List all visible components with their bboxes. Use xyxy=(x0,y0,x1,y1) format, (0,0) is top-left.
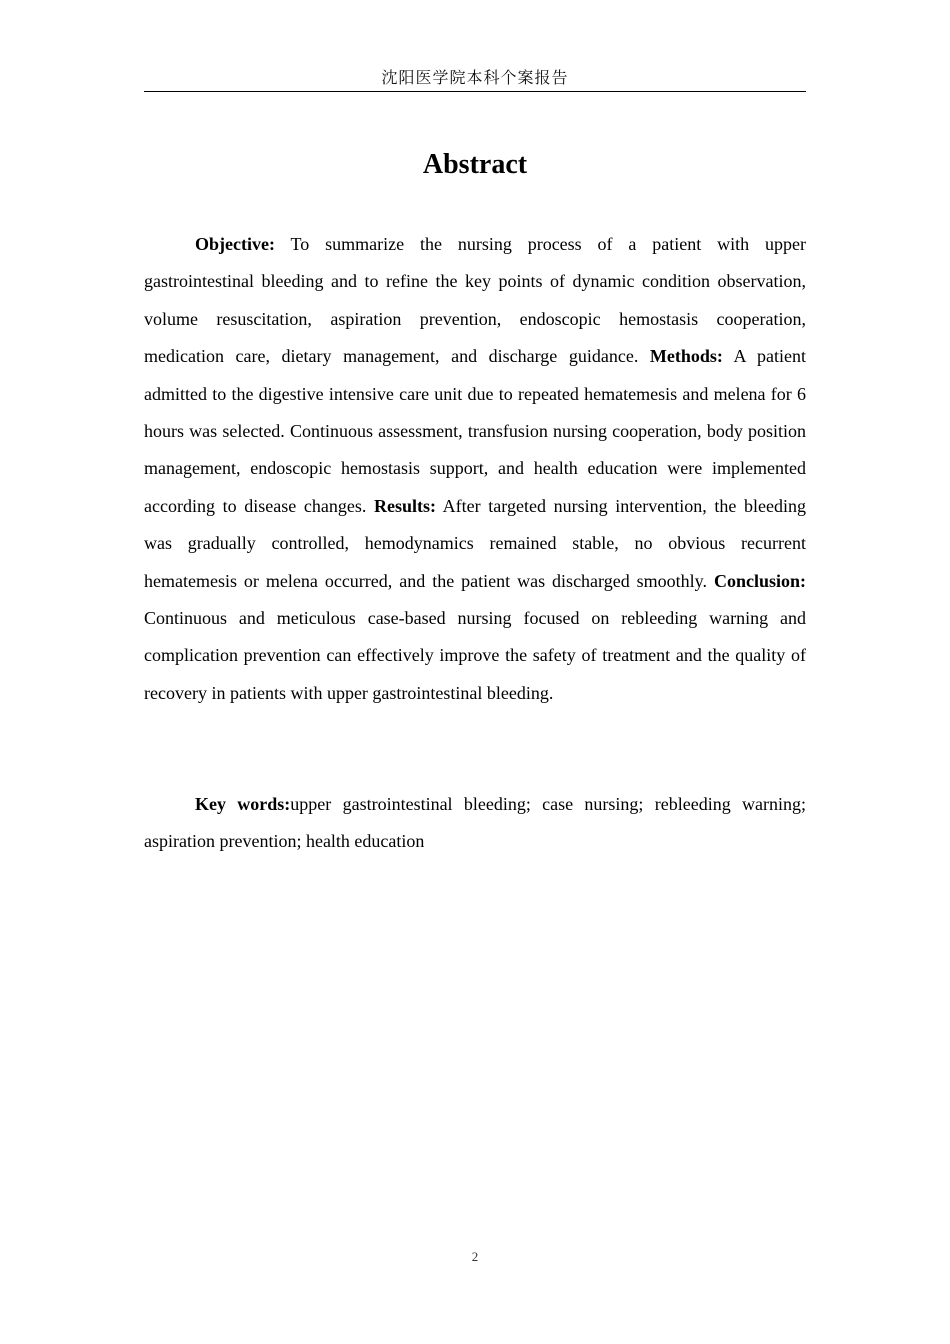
methods-text: A patient admitted to the digestive intensive care unit due to repeated hematemesis and melena for 6 hours was selected. Continuous assessment, transfusion nursing cooperation, body position management, endoscopic hemostasis support, and health education were implemented according to disease changes. xyxy=(144,346,807,516)
running-header: 沈阳医学院本科个案报告 xyxy=(381,68,569,87)
header-rule xyxy=(144,91,806,92)
methods-label: Methods: xyxy=(649,346,723,367)
results-text: After targeted nursing intervention, the bleeding was gradually controlled, hemodynamics remained stable, no obvious recurrent hematemesis or melena occurred, and the patient was discharged smoothly. xyxy=(144,495,806,591)
objective-text: To summarize the nursing process of a patient with upper gastrointestinal bleeding and to refine the key points of dynamic condition observation, volume resuscitation, aspiration prevention, endoscopic hemostasis cooperation, medication care, dietary management, and discharge guidance. xyxy=(144,234,806,367)
abstract-title: Abstract xyxy=(422,149,528,180)
results-label: Results: xyxy=(374,495,437,516)
conclusion-text: Continuous and meticulous case-based nursing focused on rebleeding warning and complication prevention can effectively improve the safety of treatment and the quality of recovery in patients with upper gastrointestinal bleeding. xyxy=(144,608,806,703)
keywords-label: Key words: xyxy=(195,794,291,814)
page-number: 2 xyxy=(471,1249,479,1264)
objective-label: Objective: xyxy=(195,234,275,254)
keywords-paragraph xyxy=(144,786,806,861)
conclusion-label: Conclusion: xyxy=(713,570,806,591)
abstract-paragraph xyxy=(144,226,806,712)
keywords-text: upper gastrointestinal bleeding; case nursing; rebleeding warning; aspiration prevention; health education xyxy=(144,794,806,852)
